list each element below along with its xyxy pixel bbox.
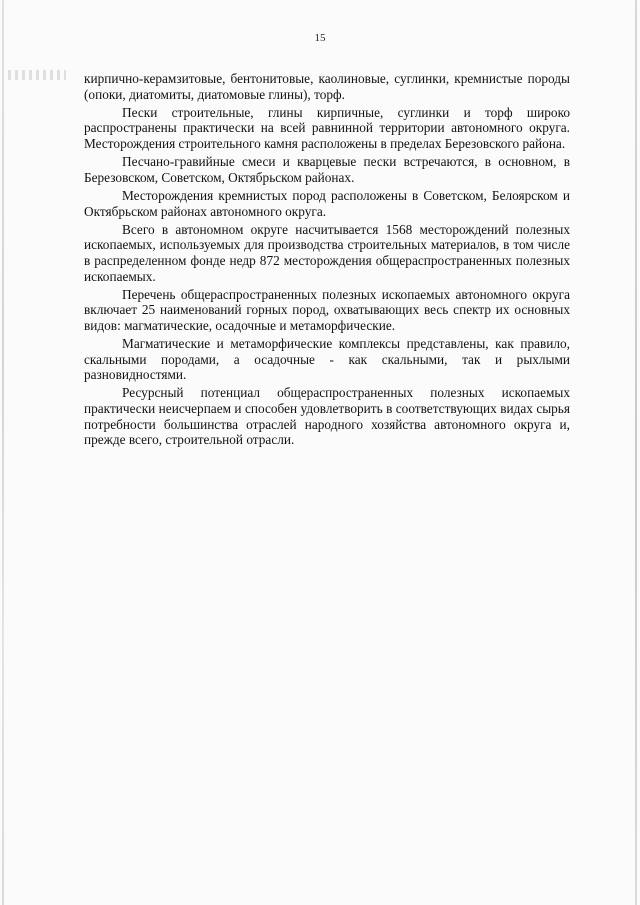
paragraph: Месторождения кремнистых пород расположены в Советском, Белоярском и Октябрьском районах автономного округа. (84, 187, 570, 219)
paragraph: Магматические и метаморфические комплексы представлены, как правило, скальными породами, а осадочные - как скальными, так и рыхлыми разновидностями. (84, 336, 570, 383)
body-text (84, 71, 570, 450)
scan-artifact (8, 70, 66, 80)
paragraph: Всего в автономном округе насчитывается 1568 месторождений полезных ископаемых, используемых для производства строительных материалов, в том числе в распределенном фонде недр 872 месторождения общераспространенных полезных ископаемых. (84, 221, 570, 284)
page-number: 15 (314, 32, 326, 44)
paragraph: Ресурсный потенциал общераспространенных полезных ископаемых практически неисчерпаем и способен удовлетворить в соответствующих видах сырья потребности большинства отраслей народного хозяйства автономного округа и, прежде всего, строительной отрасли. (84, 385, 570, 448)
paragraph: Пески строительные, глины кирпичные, суглинки и торф широко распространены практически на всей равнинной территории автономного округа. Месторождения строительного камня расположены в пределах Березовского района. (84, 104, 570, 151)
paragraph: Перечень общераспространенных полезных ископаемых автономного округа включает 25 наименований горных пород, охватывающих весь спектр их основных видов: магматические, осадочные и метаморфические. (84, 286, 570, 333)
paragraph-continuation: кирпично-керамзитовые, бентонитовые, каолиновые, суглинки, кремнистые породы (опоки, диатомиты, диатомовые глины), торф. (84, 71, 570, 102)
scan-edge-right (635, 0, 637, 905)
paragraph: Песчано-гравийные смеси и кварцевые пески встречаются, в основном, в Березовском, Советском, Октябрьском районах. (84, 154, 570, 185)
scan-edge-left (2, 0, 4, 905)
